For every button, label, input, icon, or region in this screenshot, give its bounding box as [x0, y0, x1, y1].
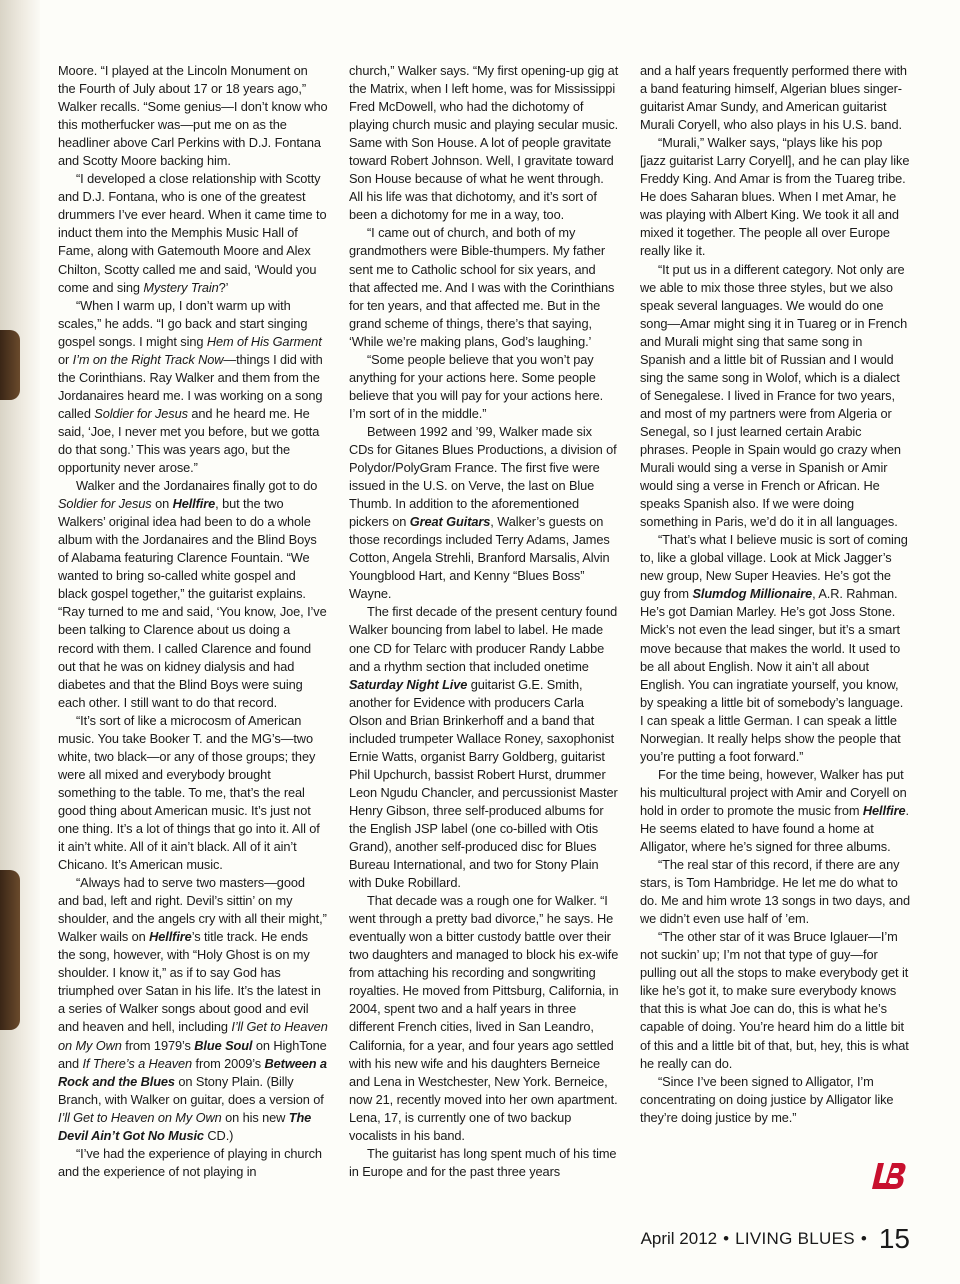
article-paragraph: “When I warm up, I don’t warm up with scales,” he adds. “I go back and start singing gospel songs. I might sing Hem of His Garment or I’m on the Right Track Now—things I did with the Corinthians. Ray Walker and them from the Jordanaires heard me. I was working on a song called Soldier for Jesus and he heard me. He said, ‘Joe, I never met you before, but we gotta do that song.’ This was years ago, but the opportunity never arose.”	[58, 297, 323, 476]
article-paragraph: “The other star of it was Bruce Iglauer—I’m not suckin’ up; I’m not that type of guy—for pulling out all the stops to make everybody get it like he’s got it, to make sure everybody knows that this is what Joe can do, this is what he’s capable of doing. You’re heard him do a little bit of this and a little bit of that, but, hey, this is what he really can do.	[640, 929, 909, 1071]
page-number: 15	[878, 1223, 910, 1254]
article-column-2	[349, 62, 619, 1181]
article-paragraph: “Murali,” Walker says, “plays like his pop [jazz guitarist Larry Coryell], and he can play like Freddy King. And Amar is from the Tuareg tribe. He does Saharan blues. When I met Amar, he was playing with Albert King. We took it all and mixed it together. The people all over Europe really like it.	[640, 135, 910, 259]
article-column-1	[58, 62, 328, 1181]
magazine-name: LIVING BLUES	[735, 1229, 855, 1248]
article-paragraph: “The real star of this record, if there are any stars, is Tom Hambridge. He let me do what to do. Me and him wrote 13 songs in two days, and we didn’t even use half of ’em.	[640, 857, 910, 927]
article-paragraph: “It put us in a different category. Not only are we able to mix those three styles, but we also speak several languages. We would do one song—Amar might sing it in Tuareg or in French and Murali might sing that same song in Spanish and a little bit of Russian and I would sing the same song in Wolof, which is a dialect of Senegalese. I lived in France for two years, and most of my partners were from Algeria or Senegal, so I just learned certain Arabic phrases. People in Spain would go crazy when Murali would sing a verse in Spanish or Amir would sing a verse in French or African. He speaks Spanish also. If we were doing something in Paris, we’d do it in all languages.	[640, 261, 908, 530]
article-paragraph: The guitarist has long spent much of his time in Europe and for the past three years	[349, 1145, 617, 1179]
photo-detail-lower	[0, 870, 20, 1030]
article-paragraph: For the time being, however, Walker has put his multicultural project with Amir and Coryell on hold in order to promote the music from Hellfire. He seems elated to have found a home at Alligator, where he’s signed for three albums.	[640, 766, 909, 855]
article-paragraph: “Some people believe that you won’t pay anything for your actions here. Some people believe that you will pay for your actions here. I’m sort of in the middle.”	[349, 351, 604, 421]
cover-photo-edge	[0, 0, 40, 1284]
article-paragraph: Walker and the Jordanaires finally got to do Soldier for Jesus on Hellfire, but the two Walkers’ original idea had been to do a whole album with the Jordanaires and the Blind Boys of Alabama featuring Clarence Fountain. “We wanted to bring so-called white gospel and black gospel together,” the guitarist explains. “Ray turned to me and said, ‘You know, Joe, I’ve been talking to Clarence about us doing a record with them. I called Clarence and found out that he was on kidney dialysis and had diabetes and that the Blind Boys were suing each other. I still want to do that record.	[58, 478, 327, 710]
living-blues-end-logo	[870, 1157, 908, 1195]
article-paragraph: “Always had to serve two masters—good and bad, left and right. Devil’s sittin’ on my shoulder, and the angels cry with all their might,” Walker wails on Hellfire’s title track. He ends the song, however, with “Holy Ghost is on my shoulder. I know it,” as if to say God has triumphed over Satan in his life. It’s the latest in a series of Walker songs about good and evil and heaven and hell, including I’ll Get to Heaven on My Own from 1979’s Blue Soul on HighTone and If There’s a Heaven from 2009’s Between a Rock and the Blues on Stony Plain. (Billy Branch, with Walker on guitar, does a version of I’ll Get to Heaven on My Own on his new The Devil Ain’t Got No Music CD.)	[58, 875, 328, 1143]
article-column-3	[640, 62, 910, 1127]
article-paragraph: “Since I’ve been signed to Alligator, I’m concentrating on doing justice by Alligator like they’re doing justice by me.”	[640, 1073, 894, 1125]
article-paragraph: church,” Walker says. “My first opening-up gig at the Matrix, when I left home, was for Mississippi Fred McDowell, who had the dichotomy of playing church music and playing secular music. Same with Son House. A lot of people gravitate toward Robert Johnson. Well, I gravitate toward Son House because of what he went through. All his life was that dichotomy, and it’s sort of been a dichotomy for me in a way, too.	[349, 63, 619, 223]
article-paragraph: “It’s sort of like a microcosm of American music. You take Booker T. and the MG’s—two white, two black—or any of those groups; they were all mixed and everybody brought something to the table. To me, that’s the real good thing about American music. It’s just not one thing. It’s a lot of things that go into it. All of it ain’t white. All of it ain’t black. All of it ain’t Chicano. It’s American music.	[58, 712, 320, 873]
article-paragraph: “I developed a close relationship with Scotty and D.J. Fontana, who is one of the greatest drummers I’ve ever heard. When it came time to induct them into the Memphis Music Hall of Fame, along with Gatemouth Moore and Alex Chilton, Scotty called me and said, ‘Would you come and sing Mystery Train?’	[58, 171, 327, 295]
photo-detail-upper	[0, 330, 20, 400]
article-paragraph: The first decade of the present century found Walker bouncing from label to label. He made one CD for Telarc with producer Randy Labbe and a rhythm section that included onetime Saturday Night Live guitarist G.E. Smith, another for Evidence with producers Carla Olson and Brian Brinkerhoff and a band that included trumpeter Wallace Roney, saxophonist Ernie Watts, organist Barry Goldberg, guitarist Phil Upchurch, bassist Robert Hurst, drummer Leon Ngudu Chancler, and percussionist Master Henry Gibson, three self-produced albums for the English JSP label (one co-billed with Otis Grand), another self-produced disc for Blues Bureau International, and two for Stony Plain with Duke Robillard.	[349, 604, 618, 891]
footer-bullet: •	[723, 1229, 730, 1248]
article-paragraph: “I’ve had the experience of playing in church and the experience of not playing in	[58, 1145, 322, 1179]
footer-bullet: •	[860, 1229, 867, 1248]
article-paragraph: Moore. “I played at the Lincoln Monument on the Fourth of July about 17 or 18 years ago,” Walker recalls. “Some genius—I don’t know who this motherfucker was—put me on as the headliner above Carl Perkins with D.J. Fontana and Scotty Moore backing him.	[58, 63, 328, 169]
issue-date: April 2012	[640, 1229, 718, 1248]
article-paragraph: Between 1992 and ’99, Walker made six CDs for Gitanes Blues Productions, a division of Polydor/PolyGram France. The first five were issued in the U.S. on Verve, the last on Blue Thumb. In addition to the aforementioned pickers on Great Guitars, Walker’s guests on those recordings included Terry Adams, James Cotton, Angela Strehli, Branford Marsalis, Alvin Youngblood Hart, and Kenny “Blues Boss” Wayne.	[349, 423, 617, 602]
article-paragraph: and a half years frequently performed there with a band featuring himself, Algerian blues singer-guitarist Amar Sundy, and American guitarist Murali Coryell, who also plays in his U.S. band.	[640, 63, 907, 133]
article-paragraph: That decade was a rough one for Walker. “I went through a pretty bad divorce,” he says. He eventually won a bitter custody battle over their two daughters and managed to block his ex-wife from attaching his recording and songwriting royalties. He moved from Pittsburg, California, in 2004, spent two and a half years in three different French cities, lived in San Leandro, California, for a year, and four years ago settled with his new wife and his daughters Berneice and Lena in Westchester, New York. Berneice, now 21, recently moved into her own apartment. Lena, 17, is currently one of two backup vocalists in his band.	[349, 893, 619, 1143]
page-footer	[641, 1222, 910, 1256]
article-paragraph: “That’s what I believe music is sort of coming to, like a global village. Look at Mick Jagger’s new group, New Super Heavies. He’s got the guy from Slumdog Millionaire, A.R. Rahman. He’s got Damian Marley. He’s got Joss Stone. Mick’s not even the lead singer, but it’s a smart move because that makes the world. It used to be all about English. Now it ain’t all about English. You can ingratiate yourself, you know, by speaking a little bit of somebody’s language. I can speak a little German. I can speak a little Norwegian. It really helps show the people that you’re putting a foot forward.”	[640, 532, 908, 764]
article-paragraph: “I came out of church, and both of my grandmothers were Bible-thumpers. My father sent me to Catholic school for six years, and that affected me. And I was with the Corinthians for ten years, and that affected me. But in the grand scheme of things, there’s that saying, ‘While we’re making plans, God’s laughing.’	[349, 225, 615, 349]
